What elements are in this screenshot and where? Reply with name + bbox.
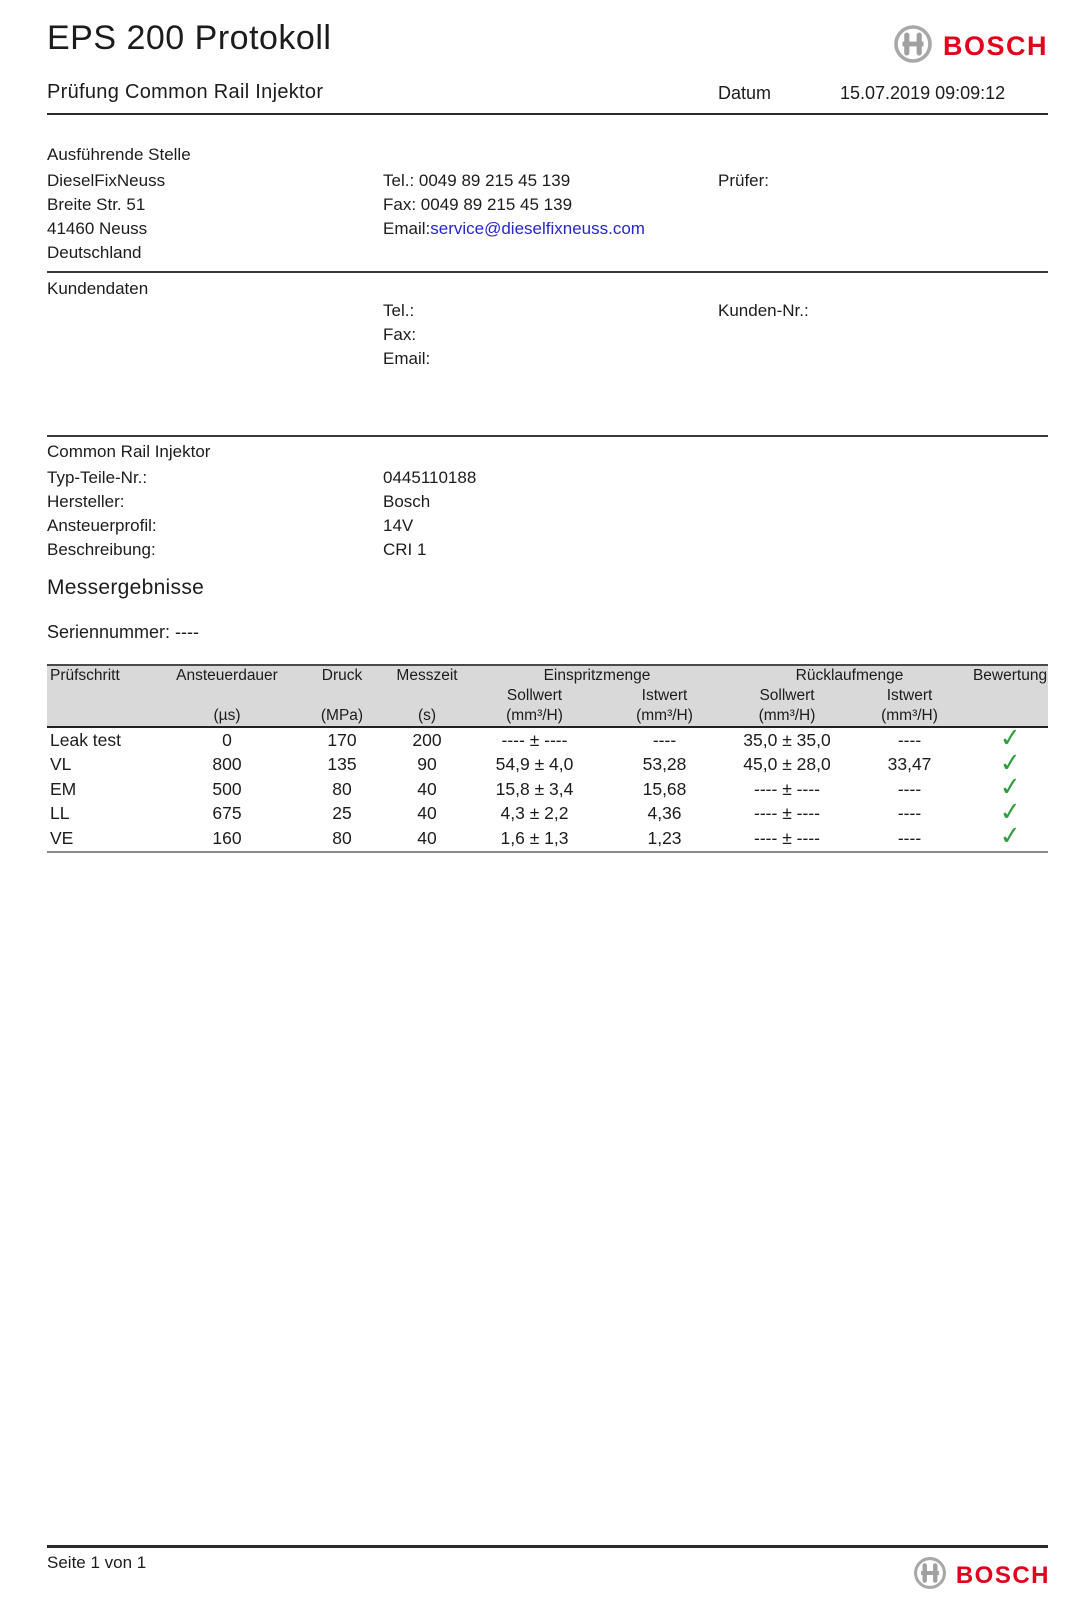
cell-return-setpoint: 45,0 ± 28,0 <box>743 754 831 774</box>
col-header-injection-group: Einspritzmenge <box>467 665 727 686</box>
cell-injection-setpoint: 15,8 ± 3,4 <box>495 778 574 799</box>
unit-injection-actual: (mm³/H) <box>602 706 727 727</box>
executing-site-contact <box>383 169 645 241</box>
injector-profile-value: 14V <box>383 516 414 535</box>
check-pass-icon: ✓ <box>997 722 1023 754</box>
unit-duration: (µs) <box>157 706 297 727</box>
footer-bosch-logo <box>913 1556 1050 1595</box>
bosch-wordmark: BOSCH <box>942 31 1048 61</box>
cell-injection-setpoint: ---- ± ---- <box>501 729 568 750</box>
table-row <box>47 753 1048 778</box>
check-pass-icon: ✓ <box>997 820 1023 852</box>
unit-injection-setpoint: (mm³/H) <box>467 706 602 727</box>
examiner-label: Prüfer: <box>718 171 770 190</box>
serial-number-line: Seriennummer: ---- <box>47 622 200 642</box>
header-divider <box>47 113 1048 115</box>
executing-site-heading: Ausführende Stelle <box>47 145 191 164</box>
rating-cell <box>972 820 1048 852</box>
customer-email-label: Email: <box>383 349 431 368</box>
col-header-injection-setpoint: Sollwert <box>506 687 563 704</box>
cell-step: EM <box>50 778 77 799</box>
cell-return-setpoint: 35,0 ± 35,0 <box>743 729 831 750</box>
cell-time: 90 <box>417 754 437 774</box>
cell-pressure: 170 <box>327 729 357 750</box>
check-pass-icon: ✓ <box>997 747 1023 778</box>
site-fax: Fax: 0049 89 215 45 139 <box>383 195 573 214</box>
cell-step: VE <box>47 826 157 852</box>
check-pass-icon: ✓ <box>997 771 1023 803</box>
table-row <box>47 802 1048 827</box>
col-header-time: Messzeit <box>387 665 467 686</box>
cell-injection-actual: ---- <box>652 729 677 750</box>
customer-section <box>47 273 1048 435</box>
bosch-logo <box>893 24 1048 69</box>
col-header-injection-actual: Istwert <box>641 687 688 704</box>
injector-manufacturer-label: Hersteller: <box>47 492 125 511</box>
cell-injection-setpoint: 4,3 ± 2,2 <box>500 803 569 823</box>
measurement-table <box>47 664 1048 853</box>
site-street: Breite Str. 51 <box>47 195 146 214</box>
cell-return-setpoint: ---- ± ---- <box>727 826 847 852</box>
bosch-armature-icon <box>913 1556 947 1595</box>
cell-step: VL <box>50 754 72 774</box>
customer-contact <box>383 299 430 371</box>
table-row <box>47 826 1048 852</box>
customer-fax-label: Fax: <box>383 325 417 344</box>
cell-step: Leak test <box>50 729 122 750</box>
col-header-return-group: Rücklaufmenge <box>727 665 972 686</box>
cell-injection-actual: 15,68 <box>642 778 687 799</box>
injector-row-description <box>47 538 1048 562</box>
table-row <box>47 727 1048 753</box>
date-value: 15.07.2019 09:09:12 <box>840 83 1006 103</box>
cell-pressure: 80 <box>332 778 352 799</box>
cell-time: 200 <box>412 729 442 750</box>
injector-description-value: CRI 1 <box>383 540 427 559</box>
cell-return-actual: ---- <box>897 803 922 823</box>
injector-row-manufacturer <box>47 490 1048 514</box>
unit-return-setpoint: (mm³/H) <box>727 706 847 727</box>
subtitle-row <box>47 81 1048 107</box>
cell-pressure: 135 <box>327 754 357 774</box>
col-header-step: Prüfschritt <box>47 665 157 686</box>
injector-type-label: Typ-Teile-Nr.: <box>47 468 148 487</box>
col-header-rating: Bewertung <box>972 667 1048 684</box>
unit-return-actual: (mm³/H) <box>847 706 972 727</box>
cell-return-actual: ---- <box>897 778 922 799</box>
cell-duration: 675 <box>212 803 242 823</box>
cell-duration: 0 <box>222 729 232 750</box>
site-country: Deutschland <box>47 243 142 262</box>
cell-pressure: 80 <box>297 826 387 852</box>
injector-heading: Common Rail Injektor <box>47 442 211 461</box>
footer-divider <box>47 1545 1048 1548</box>
cell-pressure: 25 <box>332 803 352 823</box>
injector-row-type <box>47 466 1048 490</box>
date-label: Datum <box>718 83 772 103</box>
header <box>47 18 1048 69</box>
site-city: 41460 Neuss <box>47 219 148 238</box>
injector-manufacturer-value: Bosch <box>383 492 431 511</box>
site-name: DieselFixNeuss <box>47 171 166 190</box>
customer-tel-label: Tel.: <box>383 301 415 320</box>
measurement-table-header <box>47 665 1048 727</box>
executing-site-section <box>47 143 1048 271</box>
cell-return-actual: ---- <box>847 826 972 852</box>
customer-heading: Kundendaten <box>47 279 149 298</box>
document-subtitle: Prüfung Common Rail Injektor <box>47 81 324 103</box>
cell-time: 40 <box>417 803 437 823</box>
cell-time: 40 <box>387 826 467 852</box>
cell-injection-actual: 1,23 <box>602 826 727 852</box>
cell-return-setpoint: ---- ± ---- <box>754 778 820 799</box>
cell-injection-actual: 53,28 <box>642 754 687 774</box>
cell-duration: 500 <box>212 778 242 799</box>
injector-row-profile <box>47 514 1048 538</box>
site-email-line <box>383 217 645 241</box>
bosch-armature-icon <box>893 24 933 69</box>
cell-step: LL <box>50 803 70 823</box>
cell-injection-actual: 4,36 <box>647 803 682 823</box>
cell-time: 40 <box>417 778 437 799</box>
cell-duration: 160 <box>157 826 297 852</box>
page-title: EPS 200 Protokoll <box>47 19 332 57</box>
cell-injection-setpoint: 54,9 ± 4,0 <box>495 754 574 774</box>
injector-type-value: 0445110188 <box>383 468 477 487</box>
col-header-pressure: Druck <box>297 665 387 686</box>
cell-return-actual: 33,47 <box>887 754 932 774</box>
cell-return-setpoint: ---- ± ---- <box>754 803 820 823</box>
col-header-return-setpoint: Sollwert <box>759 687 815 704</box>
table-row <box>47 777 1048 802</box>
customer-number-label: Kunden-Nr.: <box>718 301 809 320</box>
col-header-return-actual: Istwert <box>886 687 933 704</box>
unit-time: (s) <box>387 706 467 727</box>
check-pass-icon: ✓ <box>997 796 1023 827</box>
cell-return-actual: ---- <box>897 729 922 750</box>
cell-injection-setpoint: 1,6 ± 1,3 <box>467 826 602 852</box>
results-heading: Messergebnisse <box>47 576 205 599</box>
injector-section <box>47 437 1048 562</box>
page-number: Seite 1 von 1 <box>47 1553 147 1572</box>
injector-description-label: Beschreibung: <box>47 540 156 559</box>
bosch-wordmark: BOSCH <box>955 1561 1050 1589</box>
site-email-label: Email: <box>383 219 431 238</box>
cell-duration: 800 <box>212 754 242 774</box>
measurement-table-body <box>47 722 1048 852</box>
site-email-link[interactable]: service@dieselfixneuss.com <box>430 219 645 238</box>
col-header-duration: Ansteuerdauer <box>157 665 297 686</box>
unit-pressure: (MPa) <box>297 706 387 727</box>
site-tel: Tel.: 0049 89 215 45 139 <box>383 171 571 190</box>
injector-profile-label: Ansteuerprofil: <box>47 516 157 535</box>
